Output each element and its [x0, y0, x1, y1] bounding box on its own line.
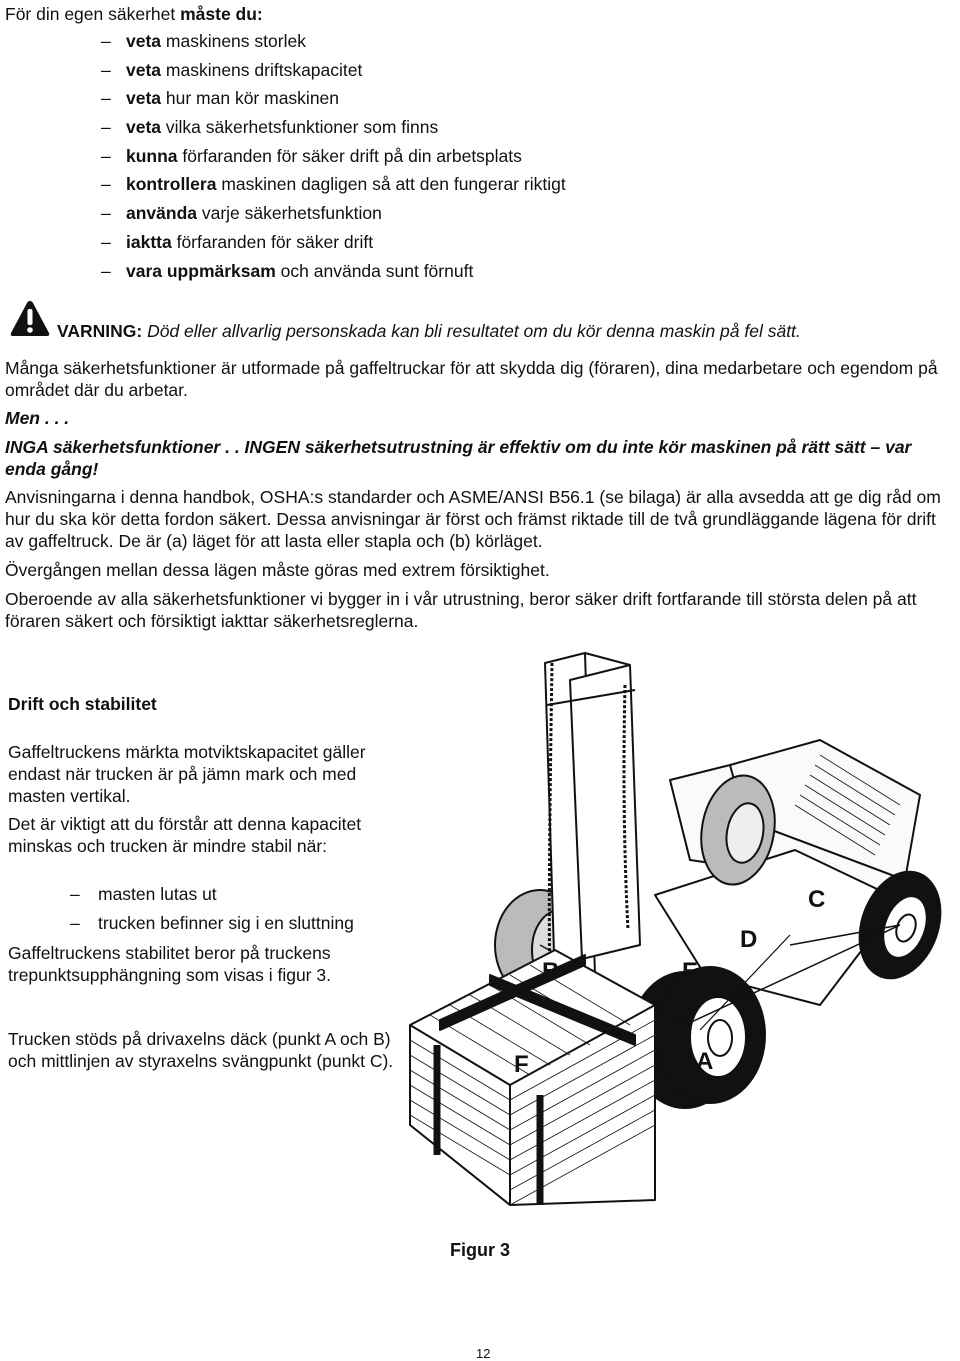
paragraph-stability: Gaffeltruckens stabilitet beror på truckens trepunktsupphängning som visas i figur 3.	[8, 943, 331, 985]
dash: –	[101, 260, 111, 281]
duty-text: varje säkerhetsfunktion	[197, 203, 382, 224]
section-title: Drift och stabilitet	[8, 694, 157, 714]
paragraph-transition: Övergången mellan dessa lägen måste göras med extrem försiktighet.	[5, 560, 550, 580]
duty-text: förfaranden för säker drift	[171, 231, 374, 252]
paragraph-capacity: Gaffeltruckens märkta motviktskapacitet gäller endast när trucken är på jämn mark och med masten vertikal.	[8, 742, 366, 806]
label-c: C	[808, 886, 826, 913]
label-b: B	[542, 958, 560, 985]
duty-verb: iaktta	[126, 231, 172, 252]
intro-line	[5, 3, 263, 25]
duty-text: vilka säkerhetsfunktioner som finns	[161, 117, 439, 138]
dash: –	[101, 31, 111, 51]
duty-text: maskinen dagligen så att den fungerar riktigt	[216, 174, 566, 195]
list-item	[70, 883, 354, 912]
list-item	[101, 87, 566, 116]
duty-text: förfaranden för säker drift på din arbetsplats	[177, 145, 522, 166]
condition-text: trucken befinner sig i en sluttning	[98, 913, 354, 933]
dash: –	[101, 59, 111, 80]
warning-line	[57, 320, 801, 342]
paragraph-inga: INGA säkerhetsfunktioner . . INGEN säkerhetsutrustning är effektiv om du inte kör maskinen på rätt sätt – var enda gång!	[5, 437, 912, 479]
list-item	[101, 30, 566, 59]
paragraph-instructions: Anvisningarna i denna handbok, OSHA:s standarder och ASME/ANSI B56.1 (se bilaga) är alla avsedda att ge dig råd om hur du ska kör detta fordon säkert. Dessa anvisningar är först och främst riktade till de två grundläggande lägena för drift av gaffeltruck. De är (a) läget för att lasta eller stapla och (b) körläget.	[5, 487, 941, 551]
duty-verb: veta	[126, 117, 162, 138]
duty-verb: veta	[126, 31, 162, 51]
intro-prefix: För din egen säkerhet	[5, 4, 181, 24]
condition-list	[70, 883, 354, 941]
list-item	[101, 173, 566, 202]
warning-triangle-icon	[10, 300, 50, 338]
paragraph-support: Trucken stöds på drivaxelns däck (punkt A och B) och mittlinjen av styraxelns svängpunkt (punkt C).	[8, 1029, 394, 1071]
dash: –	[70, 884, 80, 904]
paragraph-understand: Det är viktigt att du förstår att denna kapacitet minskas och trucken är mindre stabil när:	[8, 814, 362, 856]
label-a: A	[696, 1048, 714, 1075]
list-item	[101, 231, 566, 260]
duty-text: och använda sunt förnuft	[275, 260, 474, 281]
duty-verb: veta	[126, 59, 162, 80]
warning-label: VARNING:	[57, 321, 143, 341]
duty-text: maskinens storlek	[161, 31, 306, 51]
list-item	[101, 145, 566, 174]
duty-list	[101, 30, 566, 288]
intro-emphasis: måste du:	[180, 4, 263, 24]
duty-verb: använda	[126, 203, 197, 224]
label-f: F	[514, 1051, 529, 1078]
dash: –	[101, 145, 111, 166]
duty-verb: veta	[126, 88, 162, 109]
page-number: 12	[476, 1346, 491, 1361]
duty-text: maskinens driftskapacitet	[161, 59, 363, 80]
duty-verb: kontrollera	[126, 174, 217, 195]
label-e: E	[682, 958, 699, 985]
duty-text: hur man kör maskinen	[161, 88, 340, 109]
paragraph-men: Men . . .	[5, 408, 70, 428]
dash: –	[101, 174, 111, 195]
forklift-illustration	[400, 645, 960, 1225]
paragraph-safety-features: Många säkerhetsfunktioner är utformade på gaffeltruckar för att skydda dig (föraren), dina medarbetare och egendom på området där du arbetar.	[5, 358, 938, 400]
dash: –	[70, 913, 80, 933]
list-item	[101, 202, 566, 231]
paragraph-independent: Oberoende av alla säkerhetsfunktioner vi bygger in i vår utrustning, beror säker drift fortfarande till största delen på att föraren säkert och försiktigt iakttar säkerhetsreglerna.	[5, 589, 917, 631]
duty-verb: vara uppmärksam	[126, 260, 276, 281]
list-item	[101, 260, 566, 289]
dash: –	[101, 231, 111, 252]
warning-text: Död eller allvarlig personskada kan bli resultatet om du kör denna maskin på fel sätt.	[142, 321, 801, 341]
dash: –	[101, 88, 111, 109]
figure-caption: Figur 3	[450, 1240, 511, 1260]
dash: –	[101, 203, 111, 224]
label-d: D	[740, 926, 758, 953]
dash: –	[101, 117, 111, 138]
list-item	[70, 912, 354, 941]
condition-text: masten lutas ut	[98, 884, 217, 904]
list-item	[101, 59, 566, 88]
list-item	[101, 116, 566, 145]
duty-verb: kunna	[126, 145, 178, 166]
